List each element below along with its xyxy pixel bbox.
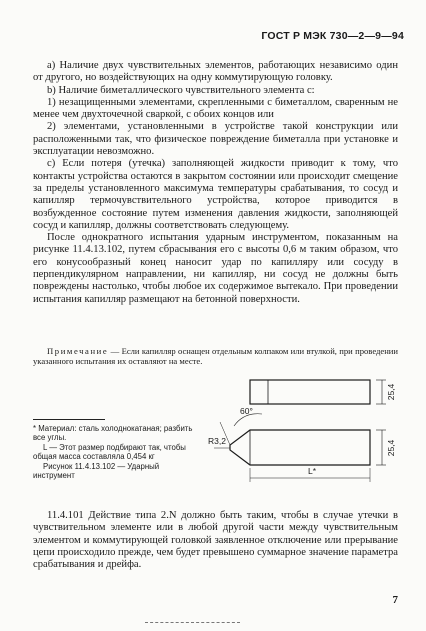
footnote-length: L — Этот размер подбирают так, чтобы общая масса составляла 0,454 кг — [33, 442, 186, 462]
page-number: 7 — [392, 594, 398, 606]
note-label: Примечание — [47, 346, 109, 356]
clause-11-4-101: 11.4.101 Действие типа 2.N должно быть таким, чтобы в случае утечки в чувствительном элементе или в любой другой части между чувствительным элементом и коммутирующей головкой заявленное отключение или прерывание цепи происходило прежде, чем будет превышено суммарное значение параметра срабатывания и дрейфа. — [33, 510, 398, 571]
radius-label: R3,2 — [208, 436, 226, 446]
figure-caption-block — [33, 419, 203, 480]
closing-text — [33, 510, 398, 571]
tool-side-view — [230, 430, 370, 465]
paragraph-b: b) Наличие биметаллического чувствительного элемента с: — [47, 84, 315, 96]
angle-label: 60° — [240, 406, 253, 416]
paragraph-impact-test: После однократного испытания ударным инструментом, показанным на рисунке 11.4.13.102, путем сбрасывания его с высоты 0,6 м таким образом, что его конусообразный конец наносит удар по капилляру или сосуду в перпендикулярном направлении, ни капилляр, ни сосуд не должны быть повреждены настолько, чтобы любое их содержимое вытекало. При проведении испытания капилляр размещают на бетонной поверхности. — [33, 232, 398, 305]
footer-rule — [145, 622, 240, 623]
note-text: — Если капилляр оснащен отдельным колпаком или втулкой, при проведении указанного испытания их оставляют на месте. — [33, 346, 398, 367]
paragraph-a: а) Наличие двух чувствительных элементов, работающих независимо один от другого, но воздействующих на одну коммутирующую головку. — [33, 60, 398, 84]
footnote-material: * Материал: сталь холоднокатаная; разбить все углы. — [33, 424, 193, 443]
paragraph-c: с) Если потеря (утечка) заполняющей жидкости приводит к тому, что контакты устройства остаются в закрытом состоянии или происходит смещение за пределы установленного максимума температуры срабатывания, то сосуд и капилляр термочувствительного устройства, которое приводится в возбужденное состояние путем изменения давления жидкости, заполняющей сосуд и капилляр, должны соответствовать следующему. — [33, 158, 398, 231]
body-text — [33, 60, 398, 306]
side-height-label: 25,4 — [386, 439, 396, 457]
paragraph-b2: 2) элементами, установленными в устройстве такой конструкции или расположенными так, что физическое повреждение биметалла при установке и эксплуатации невозможно. — [33, 121, 398, 158]
figure-caption: Рисунок 11.4.13.102 — Ударный инструмент — [33, 461, 160, 481]
note — [33, 346, 398, 367]
top-height-label: 25,4 — [386, 383, 396, 401]
paragraph-b1: 1) незащищенными элементами, скрепленными с биметаллом, сваренным не менее чем двухточечной сваркой, с обоих концов или — [33, 96, 398, 121]
impact-tool-drawing — [210, 370, 400, 510]
footnote-separator — [33, 419, 105, 420]
length-label: L* — [308, 466, 317, 476]
page-header-standard: ГОСТ Р МЭК 730—2—9—94 — [261, 30, 404, 42]
